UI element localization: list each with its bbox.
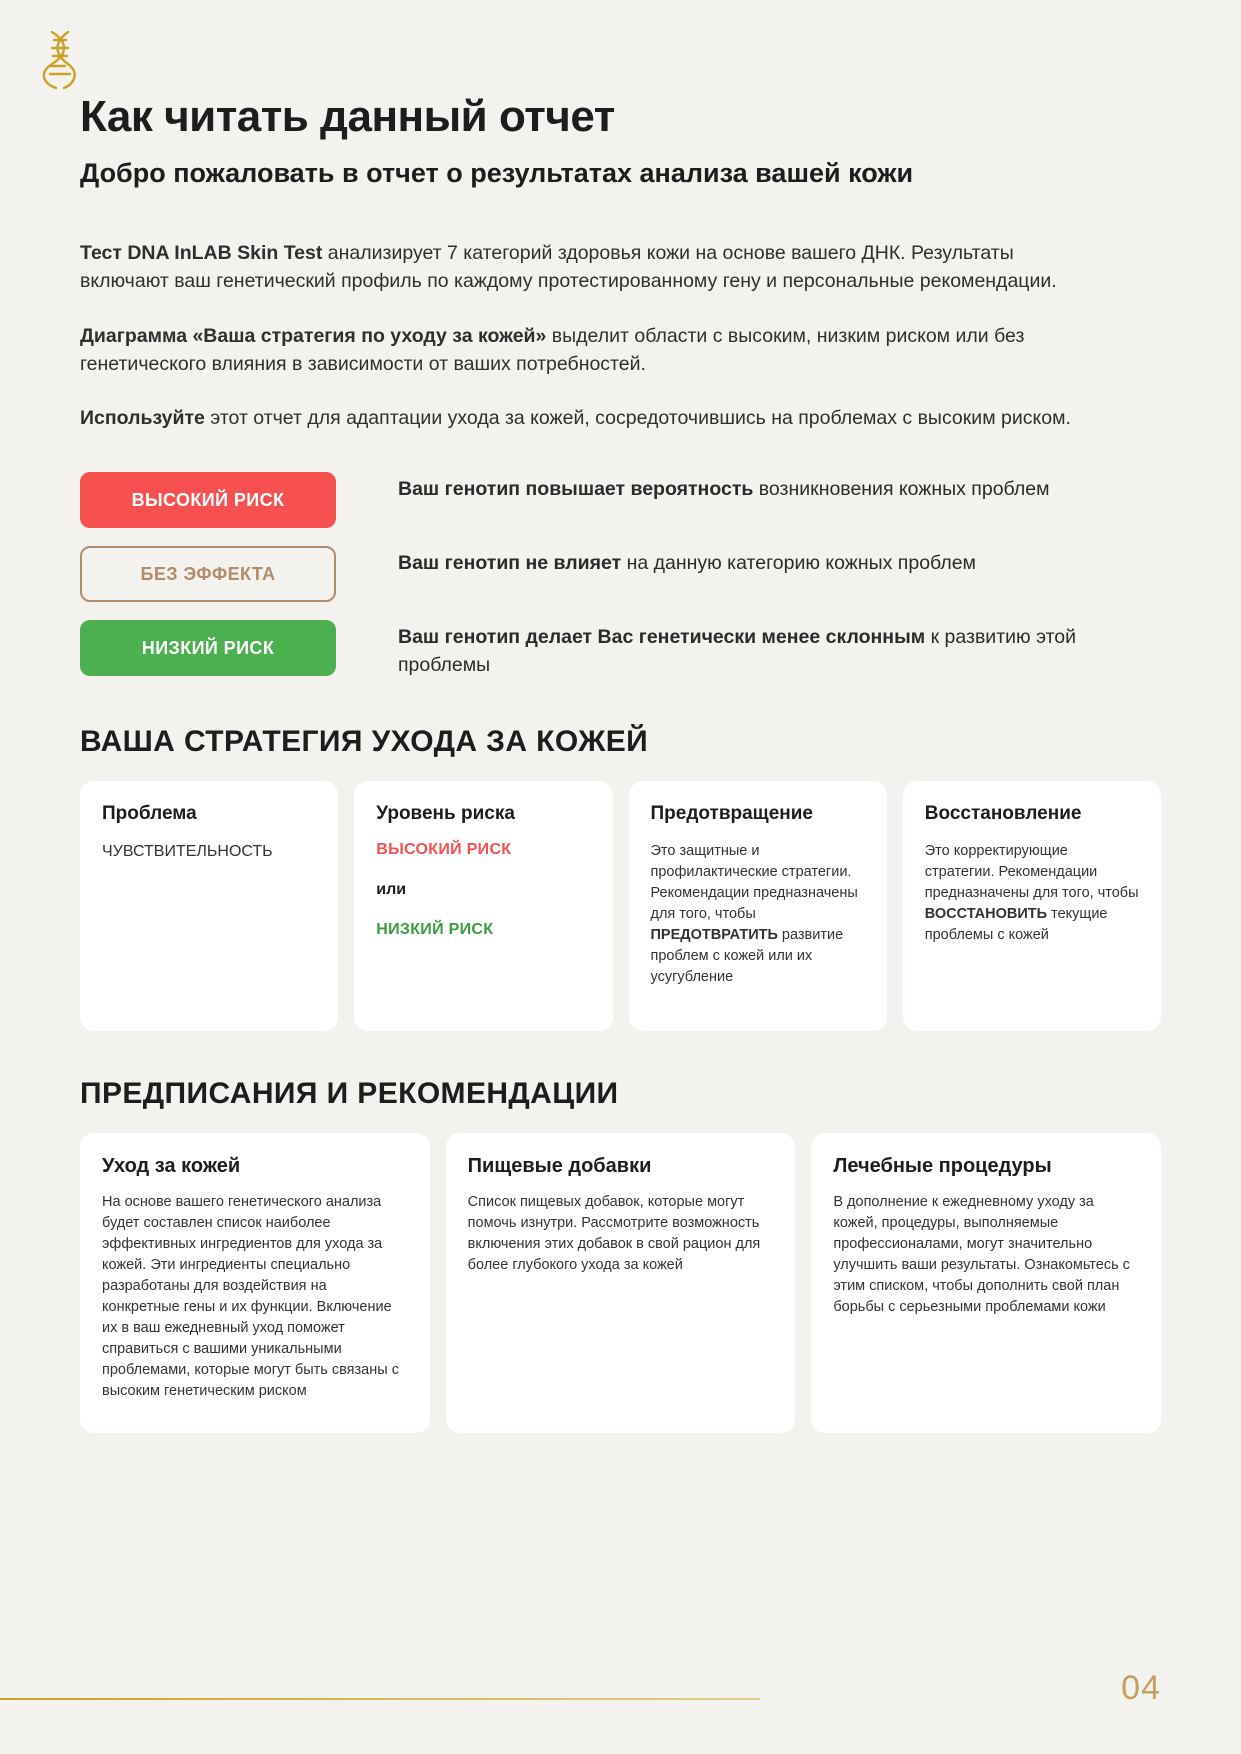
intro-paragraph-3: [80, 404, 1090, 432]
strategy-card-restoration-title: Восстановление: [924, 803, 1082, 825]
recommendation-card-supplements: [446, 1133, 796, 1433]
intro-paragraph-3-text: этот отчет для адаптации ухода за кожей, сосредоточившись на проблемах с высоким риском.: [204, 407, 1071, 430]
strategy-card-problem: [80, 781, 338, 1031]
intro-section: [80, 239, 1161, 432]
strategy-card-restoration-body: [925, 841, 1139, 946]
strategy-card-prevention: [629, 781, 887, 1031]
recommendation-card-skincare-body: На основе вашего генетического анализа будет составлен список наиболее эффективных ингредиентов для ухода за кожей. Эти ингредиенты специально разработаны для воздействия на конкретные гены и их функции. Включение их в ваш ежедневный уход поможет справиться с вашими уникальными проблемами, которые могут быть связаны с высоким генетическим риском: [102, 1194, 399, 1400]
legend-text-high-risk: [398, 472, 1049, 503]
intro-paragraph-1-bold: Тест DNA InLAB Skin Test: [80, 242, 323, 265]
strategy-cards: [80, 781, 1161, 1031]
recommendation-card-supplements-body: Список пищевых добавок, которые могут помочь изнутри. Рассмотрите возможность включения этих добавок в свой рацион для более глубокого ухода за кожей: [467, 1194, 761, 1274]
footer-divider: [0, 1698, 760, 1700]
restoration-text-2: текущие проблемы с кожей: [924, 906, 1108, 944]
risk-legend: [80, 472, 1161, 679]
legend-text-low-risk: [398, 620, 1078, 679]
intro-paragraph-2-bold: Диаграмма «Ваша стратегия по уходу за кожей»: [80, 324, 547, 347]
badge-low-risk: НИЗКИЙ РИСК: [80, 620, 336, 676]
strategy-section-title: ВАША СТРАТЕГИЯ УХОДА ЗА КОЖЕЙ: [80, 725, 649, 759]
intro-paragraph-2-text: выделит области с высоким, низким риском или без генетического влияния в зависимости от ваших потребностей.: [80, 324, 1025, 375]
recommendation-cards: [80, 1133, 1161, 1433]
badge-high-risk: ВЫСОКИЙ РИСК: [80, 472, 336, 528]
strategy-card-problem-title: Проблема: [102, 803, 197, 825]
strategy-risk-or-label: или: [376, 881, 407, 899]
legend-text-no-effect-bold: Ваш генотип не влияет: [398, 552, 622, 575]
recommendation-card-treatments-body: В дополнение к ежедневному уходу за кожей, процедуры, выполняемые профессионалами, могут значительно улучшить ваши результаты. Ознакомьтесь с этим списком, чтобы дополнить свой план борьбы с серьезными проблемами кожи: [833, 1194, 1130, 1316]
prevention-text-bold: ПРЕДОТВРАТИТЬ: [650, 927, 778, 944]
badge-no-effect: БЕЗ ЭФФЕКТА: [80, 546, 336, 602]
recommendation-card-supplements-title: Пищевые добавки: [467, 1155, 652, 1178]
strategy-risk-high-label: ВЫСОКИЙ РИСК: [376, 841, 512, 859]
page-footer: [0, 1668, 1241, 1708]
recommendation-card-treatments: [811, 1133, 1161, 1433]
dna-helix-icon: [38, 28, 84, 90]
restoration-text-1: Это корректирующие стратегии. Рекомендации предназначены для того, чтобы: [924, 843, 1139, 902]
strategy-card-prevention-body: [651, 841, 865, 988]
legend-row-high-risk: [80, 472, 1161, 528]
strategy-card-problem-value: ЧУВСТВИТЕЛЬНОСТЬ: [102, 843, 273, 861]
legend-row-no-effect: [80, 546, 1161, 602]
restoration-text-bold: ВОССТАНОВИТЬ: [924, 906, 1048, 923]
legend-text-high-risk-rest: возникновения кожных проблем: [753, 478, 1050, 501]
legend-text-low-risk-bold: Ваш генотип делает Вас генетически менее склонным: [398, 626, 926, 649]
prevention-text-1: Это защитные и профилактические стратегии. Рекомендации предназначены для того, чтобы: [650, 843, 858, 923]
recommendation-card-skincare: [80, 1133, 430, 1433]
page-subtitle: Добро пожаловать в отчет о результатах анализа вашей кожи: [80, 158, 914, 188]
legend-text-no-effect: [398, 546, 976, 577]
recommendations-section-title: ПРЕДПИСАНИЯ И РЕКОМЕНДАЦИИ: [80, 1077, 619, 1111]
strategy-risk-low-label: НИЗКИЙ РИСК: [376, 921, 494, 939]
intro-paragraph-2: [80, 322, 1090, 379]
page-title: Как читать данный отчет: [80, 92, 615, 141]
strategy-card-risk-level: [354, 781, 612, 1031]
page-number: 04: [1121, 1669, 1161, 1707]
intro-paragraph-3-bold: Используйте: [80, 407, 205, 430]
intro-paragraph-1-text: анализирует 7 категорий здоровья кожи на основе вашего ДНК. Результаты включают ваш генетический профиль по каждому протестированному гену и персональные рекомендации.: [80, 242, 1057, 293]
legend-text-no-effect-rest: на данную категорию кожных проблем: [621, 552, 976, 575]
prevention-text-2: развитие проблем с кожей или их усугубление: [650, 927, 844, 986]
strategy-card-restoration: [903, 781, 1161, 1031]
legend-text-low-risk-rest: к развитию этой проблемы: [398, 626, 1077, 676]
legend-row-low-risk: [80, 620, 1161, 679]
legend-text-high-risk-bold: Ваш генотип повышает вероятность: [398, 478, 754, 501]
strategy-card-prevention-title: Предотвращение: [650, 803, 814, 825]
recommendation-card-treatments-title: Лечебные процедуры: [833, 1155, 1052, 1178]
recommendation-card-skincare-title: Уход за кожей: [102, 1155, 241, 1178]
strategy-card-risk-level-title: Уровень риска: [376, 803, 515, 825]
intro-paragraph-1: [80, 239, 1090, 296]
